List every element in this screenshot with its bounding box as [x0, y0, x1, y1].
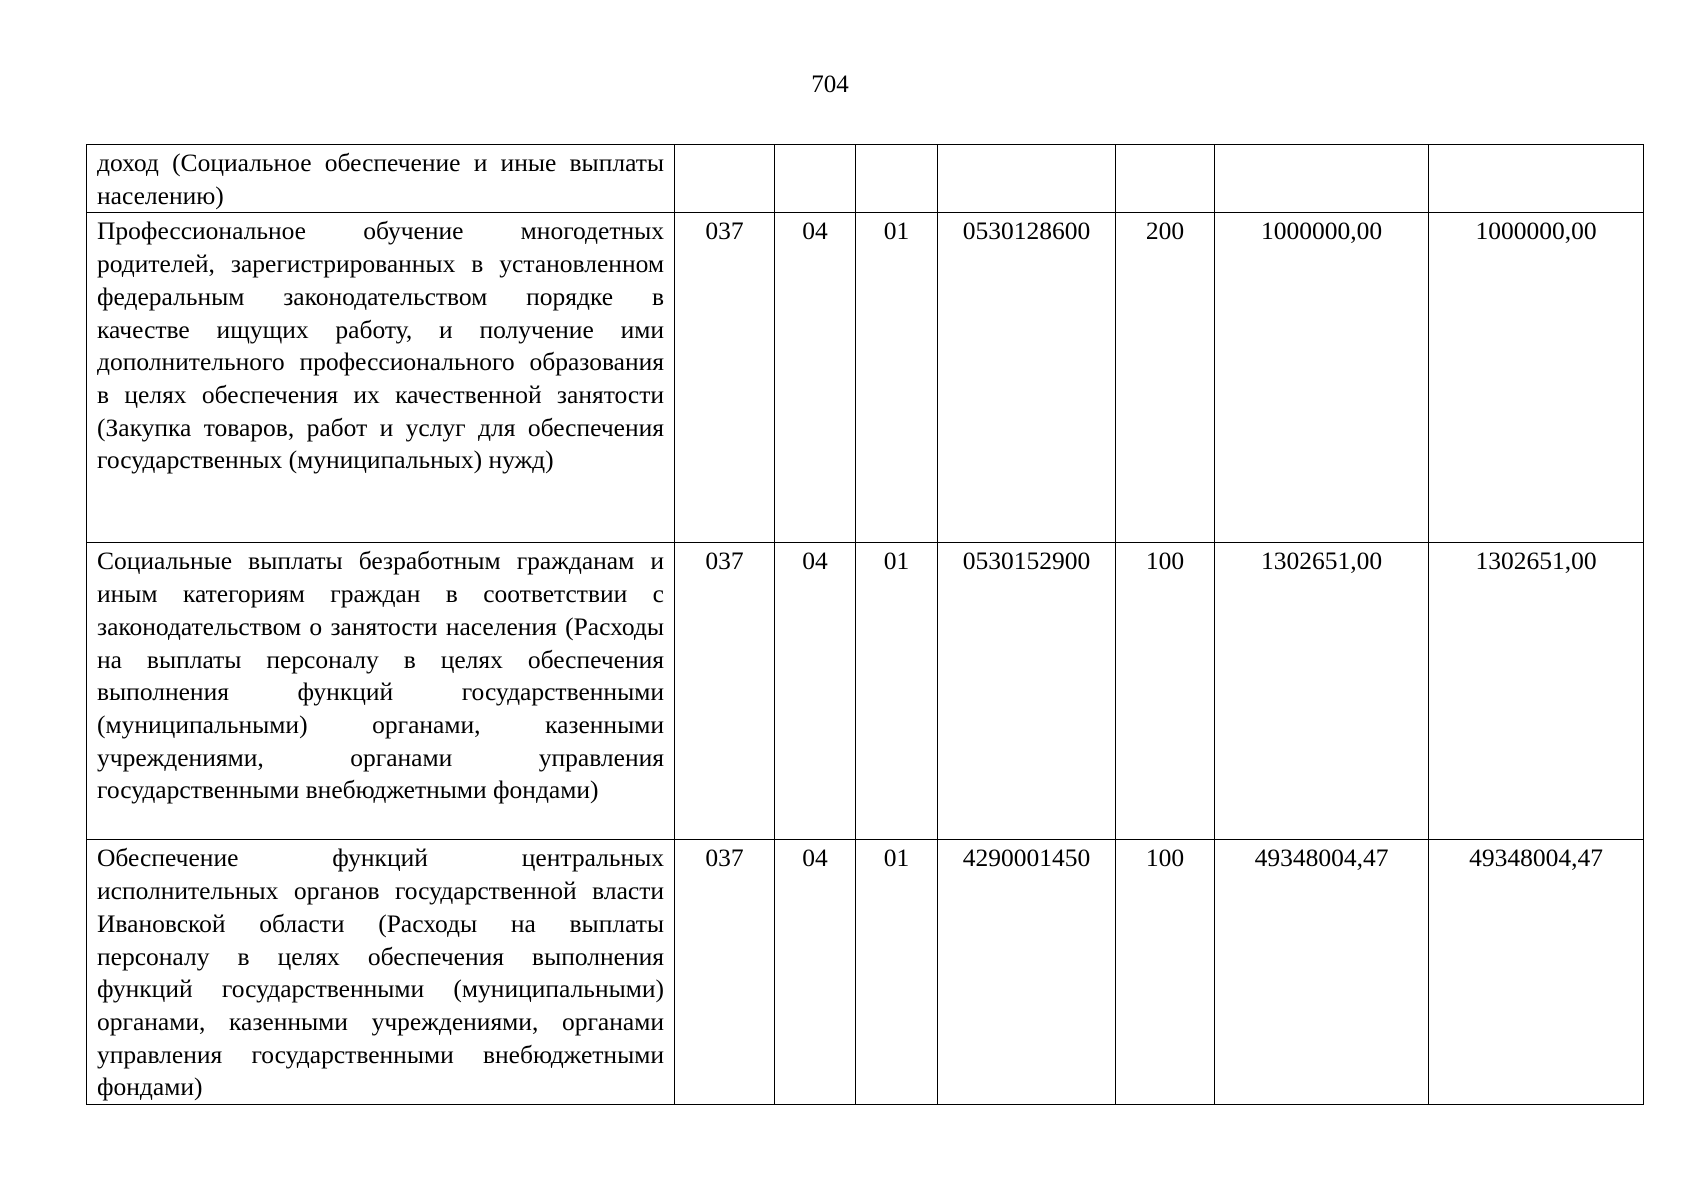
table-row	[87, 145, 1644, 213]
row-amount-2	[1429, 145, 1644, 213]
page-number: 704	[811, 71, 849, 98]
row-amount-2: 1000000,00	[1429, 213, 1644, 543]
row-description: Обеспечение функций центральных исполнительных органов государственной власти Ивановской области (Расходы на выплаты персоналу в целях обеспечения выполнения функций государственными (муниципальными) органами, казенными учреждениями, органами управления государственными внебюджетными фондами)	[87, 840, 675, 1105]
row-amount-2: 1302651,00	[1429, 543, 1644, 840]
row-target-article	[938, 145, 1116, 213]
row-amount-1: 1000000,00	[1215, 213, 1429, 543]
row-ministry-code: 037	[675, 543, 775, 840]
table-row	[87, 543, 1644, 840]
table-row	[87, 213, 1644, 543]
row-section-code: 04	[775, 213, 856, 543]
row-section-code: 04	[775, 840, 856, 1105]
row-description: Социальные выплаты безработным гражданам и иным категориям граждан в соответствии с законодательством о занятости населения (Расходы на выплаты персоналу в целях обеспечения выполнения функций государственными (муниципальными) органами, казенными учреждениями, органами управления государственными внебюджетными фондами)	[87, 543, 675, 840]
row-subsection-code: 01	[856, 840, 938, 1105]
budget-table	[86, 144, 1644, 1105]
row-subsection-code: 01	[856, 213, 938, 543]
row-target-article: 0530152900	[938, 543, 1116, 840]
row-ministry-code: 037	[675, 840, 775, 1105]
row-subsection-code	[856, 145, 938, 213]
row-amount-1	[1215, 145, 1429, 213]
row-amount-1: 1302651,00	[1215, 543, 1429, 840]
row-expense-type: 100	[1116, 543, 1215, 840]
row-description: доход (Социальное обеспечение и иные выплаты населению)	[87, 145, 675, 213]
row-ministry-code: 037	[675, 213, 775, 543]
row-target-article: 4290001450	[938, 840, 1116, 1105]
row-expense-type	[1116, 145, 1215, 213]
row-description: Профессиональное обучение многодетных родителей, зарегистрированных в установленном федеральным законодательством порядке в качестве ищущих работу, и получение ими дополнительного профессионального образования в целях обеспечения их качественной занятости (Закупка товаров, работ и услуг для обеспечения государственных (муниципальных) нужд)	[87, 213, 675, 543]
row-section-code: 04	[775, 543, 856, 840]
row-expense-type: 200	[1116, 213, 1215, 543]
row-ministry-code	[675, 145, 775, 213]
table-row	[87, 840, 1644, 1105]
row-amount-1: 49348004,47	[1215, 840, 1429, 1105]
row-target-article: 0530128600	[938, 213, 1116, 543]
row-subsection-code: 01	[856, 543, 938, 840]
row-section-code	[775, 145, 856, 213]
row-amount-2: 49348004,47	[1429, 840, 1644, 1105]
row-expense-type: 100	[1116, 840, 1215, 1105]
